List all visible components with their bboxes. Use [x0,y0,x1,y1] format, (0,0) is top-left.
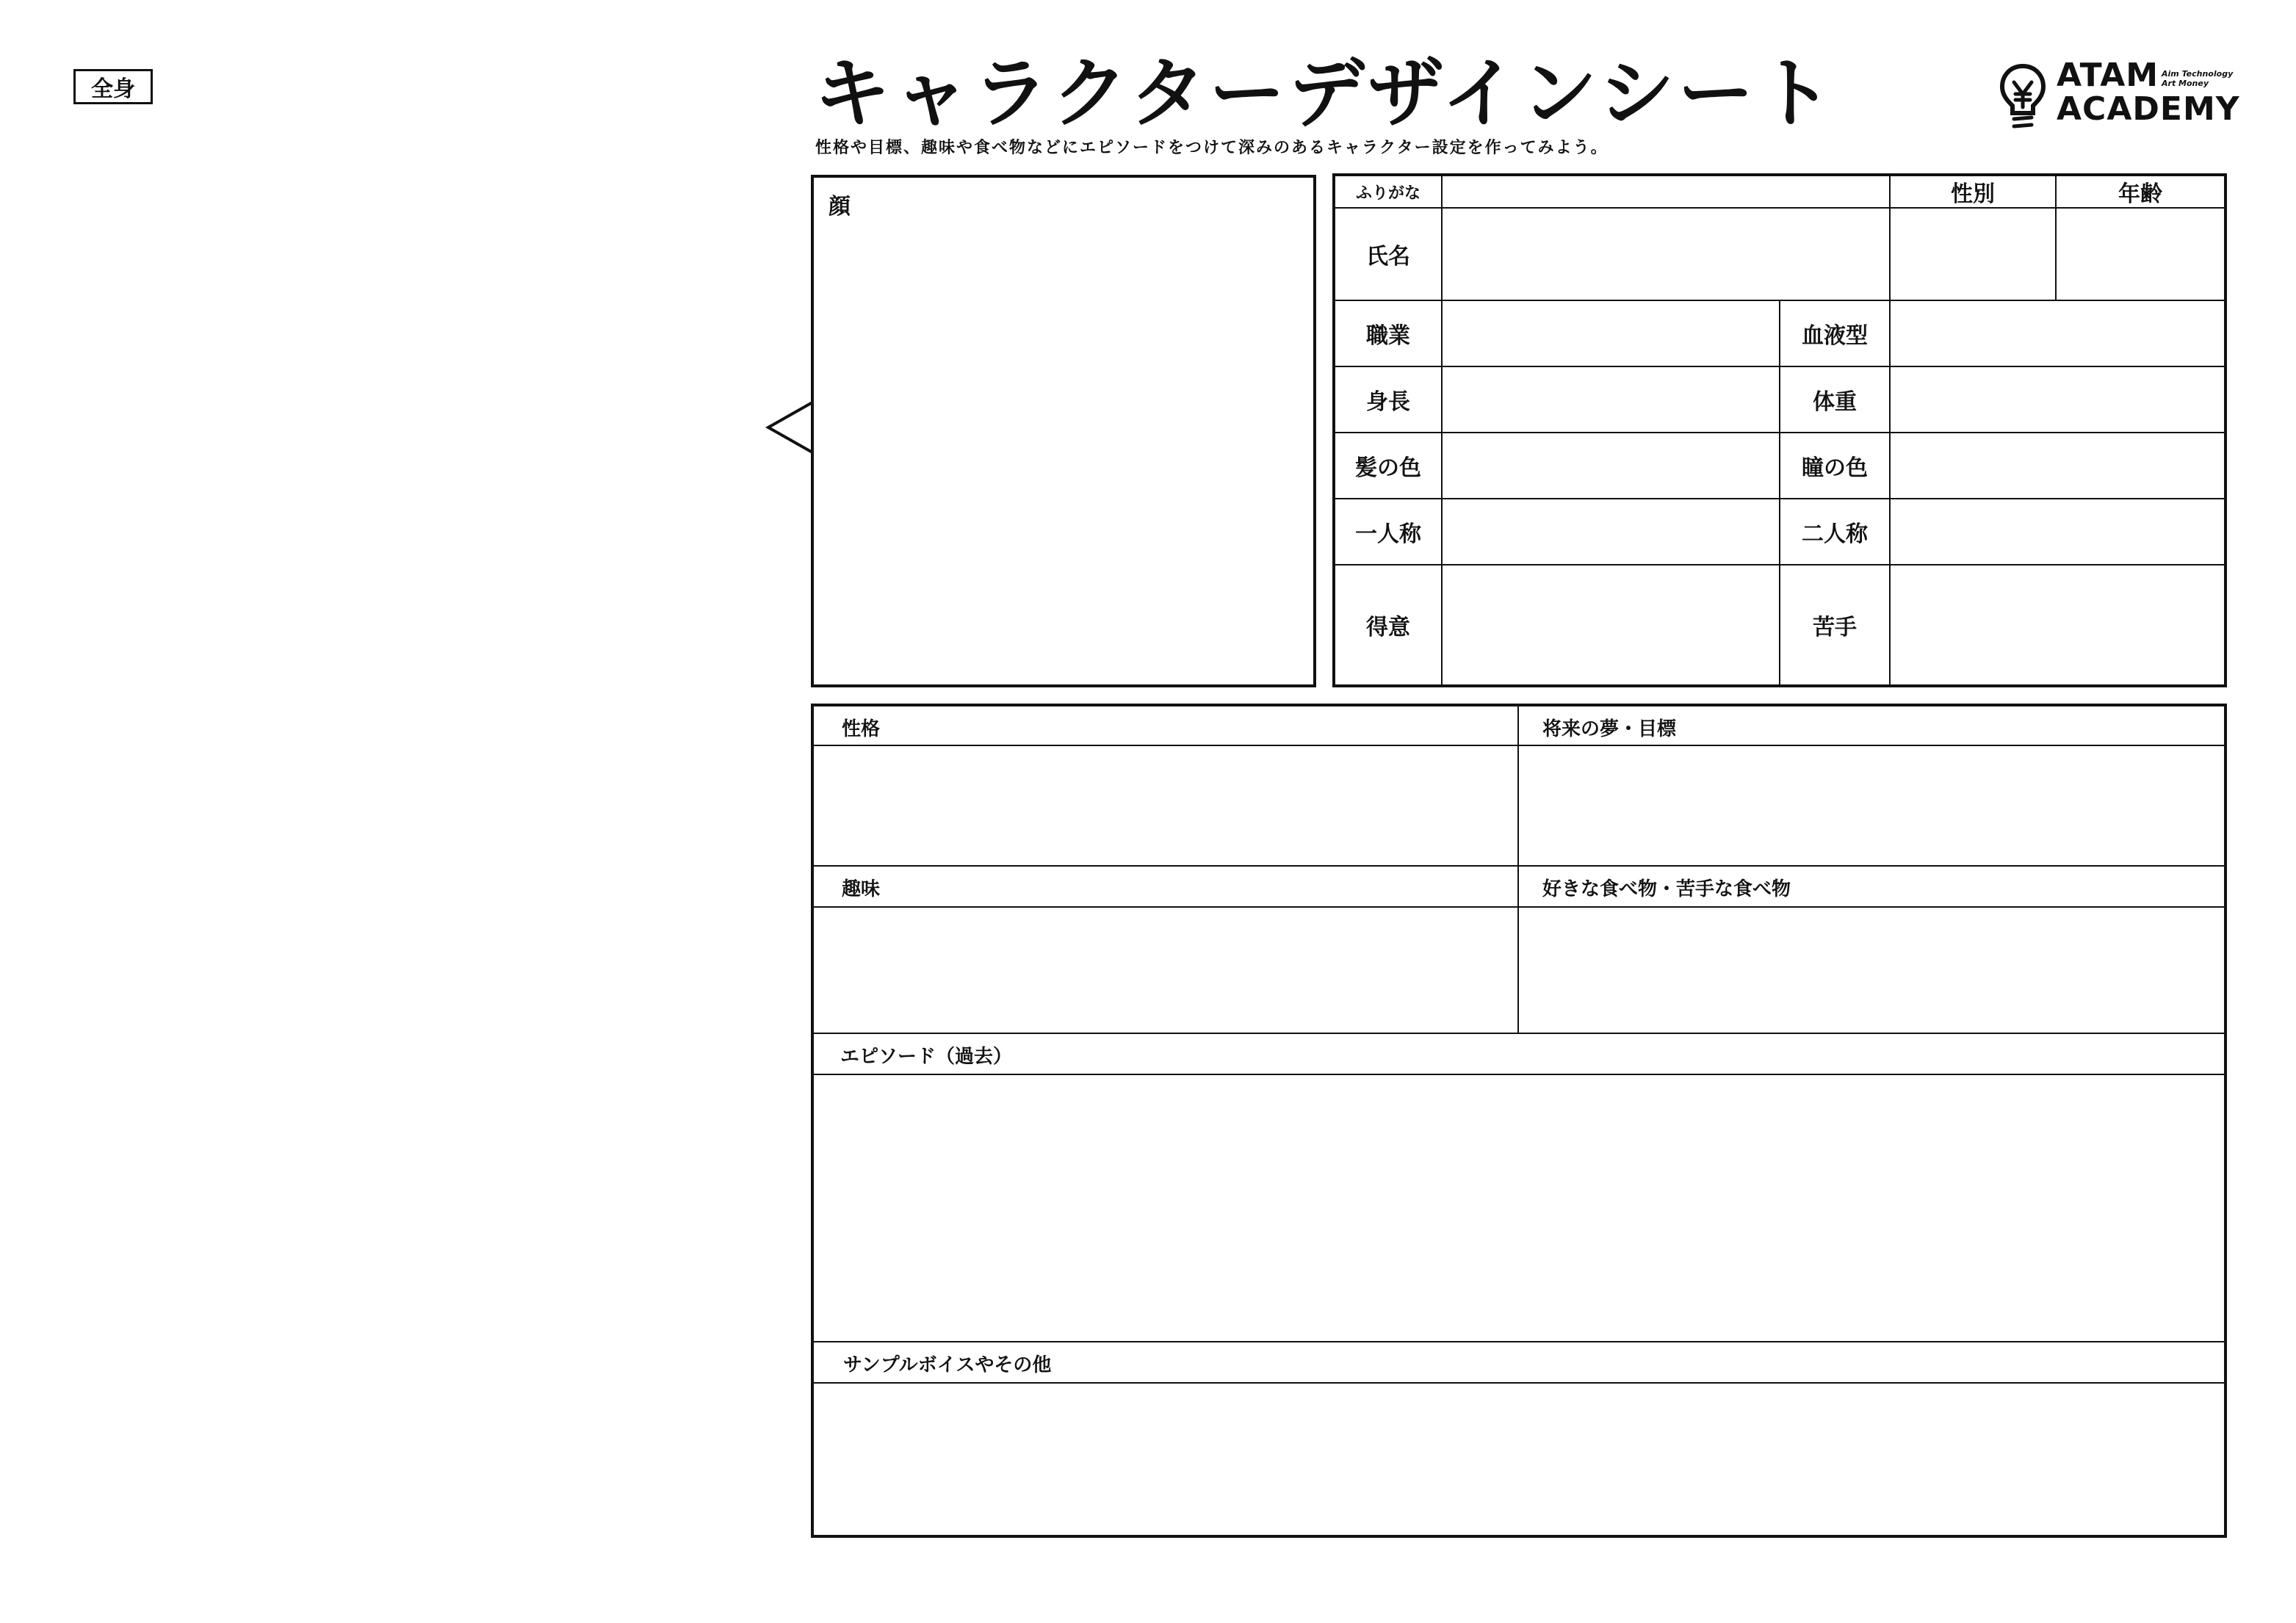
lightbulb-yen-icon [1998,62,2048,132]
eye-color-label: 瞳の色 [1802,455,1868,481]
page-subtitle: 性格や目標、趣味や食べ物などにエピソードをつけて深みのあるキャラクター設定を作ってみよう。 [815,139,1609,157]
strength-label: 得意 [1366,615,1410,640]
weakness-label: 苦手 [1813,615,1857,640]
hobby-label: 趣味 [842,878,881,900]
page-title: キャラクターデザインシート [814,48,1837,138]
logo-tagline [2162,69,2233,88]
row-divider [814,906,2224,908]
speech-bubble-pointer [764,397,815,463]
dream-label: 将来の夢・目標 [1542,718,1677,740]
name-label: 氏名 [1366,244,1410,270]
personality-label: 性格 [842,718,881,740]
first-person-label: 一人称 [1355,521,1421,547]
row-divider [814,745,2224,746]
profile-table [1332,173,2227,687]
sample-voice-label: サンプルボイスやその他 [843,1354,1052,1376]
details-table [811,704,2227,1538]
episode-label: エピソード（過去） [840,1046,1013,1068]
logo-line1: ATAM [2057,57,2159,94]
blood-type-label: 血液型 [1802,323,1868,349]
col-divider [1517,706,1519,1034]
row-divider [814,1033,2224,1034]
row-divider [1335,207,2224,209]
weight-label: 体重 [1813,389,1857,415]
row-divider [814,1341,2224,1342]
logo-tagline1: Aim Technology [2162,69,2234,79]
row-divider [814,865,2224,867]
col-divider [1889,300,1891,684]
row-divider [814,1074,2224,1075]
occupation-label: 職業 [1366,323,1410,349]
gender-label: 性別 [1951,181,1995,207]
face-drawing-area[interactable] [811,175,1316,687]
row-divider [814,1382,2224,1384]
age-label: 年齢 [2118,181,2162,207]
second-person-label: 二人称 [1802,521,1868,547]
height-label: 身長 [1366,389,1410,415]
hair-color-label: 髪の色 [1355,455,1421,481]
col-divider [1441,176,1443,684]
face-label: 顔 [828,194,851,220]
full-body-label: 全身 [73,69,153,104]
logo-tagline2: Art Money [2162,79,2209,88]
food-label: 好きな食べ物・苦手な食べ物 [1542,878,1791,900]
logo-line2: ACADEMY [2057,90,2240,128]
furigana-label: ふりがな [1355,184,1420,203]
